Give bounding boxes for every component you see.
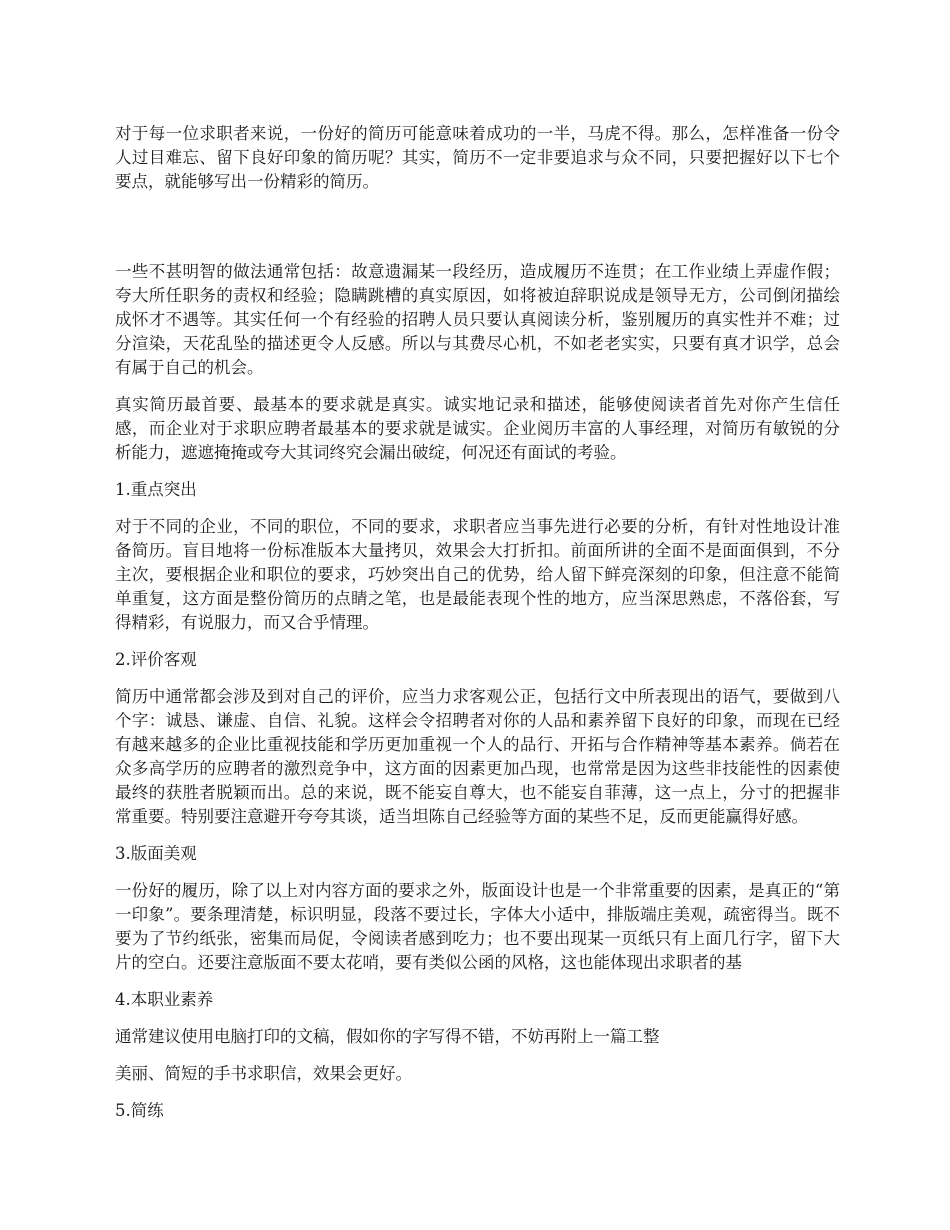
section-heading-3: 3.版面美观 <box>115 844 197 863</box>
section-heading-1: 1.重点突出 <box>115 480 197 499</box>
section-heading-4: 4.本职业素养 <box>115 990 214 1009</box>
paragraph-objective: 简历中通常都会涉及到对自己的评价，应当力求客观公正，包括行文中所表现出的语气，要做到八个字：诚恳、谦虚、自信、礼貌。这样会令招聘者对你的人品和素养留下良好的印象，而现在已经有越来越多的企业比重视技能和学历更加重视一个人的品行、开拓与合作精神等基本素养。倘若在众多高学历的应聘者的激烈竞争中，这方面的因素更加凸现，也常常是因为这些非技能性的因素使最终的获胜者脱颖而出。总的来说，既不能妄自尊大，也不能妄自菲薄，这一点上，分寸的把握非常重要。特别要注意避开夸夸其谈，适当坦陈自己经验等方面的某些不足，反而更能赢得好感。 <box>115 687 840 826</box>
paragraph-layout: 一份好的履历，除了以上对内容方面的要求之外，版面设计也是一个非常重要的因素，是真正的“第一印象”。要条理清楚，标识明显，段落不要过长，字体大小适中，排版端庄美观，疏密得当。既不要为了节约纸张，密集而局促，令阅读者感到吃力；也不要出现某一页纸只有上面几行字，留下大片的空白。还要注意版面不要太花哨，要有类似公函的风格，这也能体现出求职者的基 <box>115 881 840 972</box>
paragraph-highlight: 对于不同的企业，不同的职位，不同的要求，求职者应当事先进行必要的分析，有针对性地设计准备简历。盲目地将一份标准版本大量拷贝，效果会大打折扣。前面所讲的全面不是面面俱到，不分主次，要根据企业和职位的要求，巧妙突出自己的优势，给人留下鲜亮深刻的印象，但注意不能简单重复，这方面是整份简历的点睛之笔，也是最能表现个性的地方，应当深思熟虑，不落俗套，写得精彩，有说服力，而又合乎情理。 <box>115 517 840 632</box>
paragraph-handwritten-letter: 美丽、简短的手书求职信，效果会更好。 <box>115 1064 412 1083</box>
paragraph-truthfulness: 真实简历最首要、最基本的要求就是真实。诚实地记录和描述，能够使阅读者首先对你产生信任感，而企业对于求职应聘者最基本的要求就是诚实。企业阅历丰富的人事经理，对简历有敏锐的分析能力，遮遮掩掩或夸大其词终究会漏出破绽，何况还有面试的考验。 <box>115 395 840 462</box>
paragraph-bad-practices: 一些不甚明智的做法通常包括：故意遗漏某一段经历，造成履历不连贯；在工作业绩上弄虚作假；夸大所任职务的责权和经验；隐瞒跳槽的真实原因，如将被迫辞职说成是领导无方，公司倒闭描绘成怀才不遇等。其实任何一个有经验的招聘人员只要认真阅读分析，鉴别履历的真实性并不难；过分渲染，天花乱坠的描述更令人反感。所以与其费尽心机，不如老老实实，只要有真才识学，总会有属于自己的机会。 <box>115 262 840 377</box>
intro-paragraph: 对于每一位求职者来说，一份好的简历可能意味着成功的一半，马虎不得。那么，怎样准备一份令人过目难忘、留下良好印象的简历呢？其实，简历不一定非要追求与众不同，只要把握好以下七个要点，就能够写出一份精彩的简历。 <box>115 124 840 191</box>
section-heading-2: 2.评价客观 <box>115 650 197 669</box>
paragraph-print-advice: 通常建议使用电脑打印的文稿，假如你的字写得不错，不妨再附上一篇工整 <box>115 1027 660 1046</box>
document-body <box>115 122 840 1136</box>
section-heading-5: 5.简练 <box>115 1101 164 1120</box>
